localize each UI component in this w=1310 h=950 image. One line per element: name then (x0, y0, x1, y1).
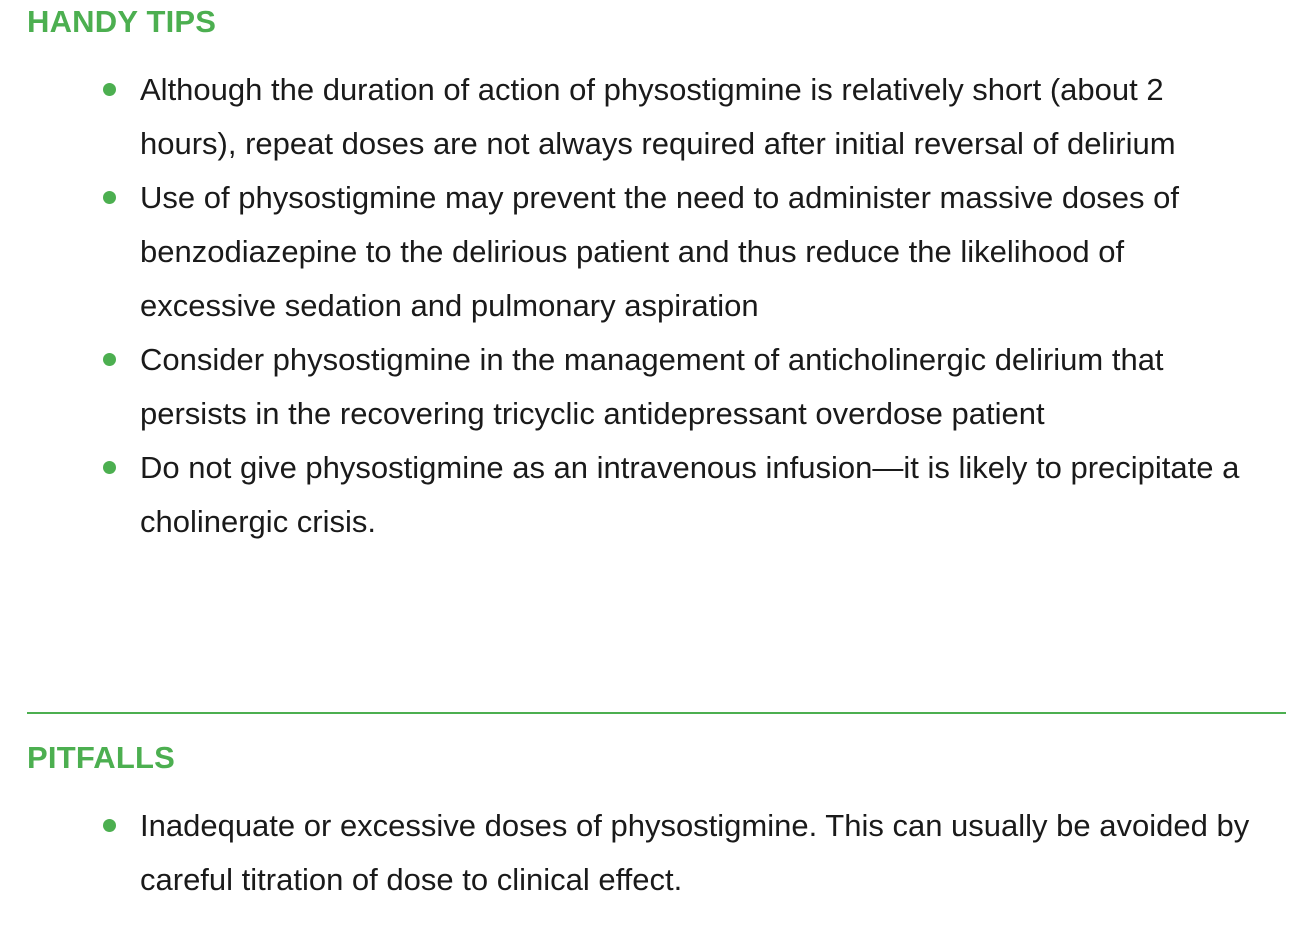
list-item-text: Consider physostigmine in the management of anticholinergic delirium that persists in the recovering tricyclic antidepressant overdose patient (140, 342, 1164, 431)
handy-tips-heading: HANDY TIPS (27, 4, 217, 39)
list-item (27, 63, 1250, 171)
list-item (27, 799, 1250, 907)
bullet-icon (103, 83, 116, 96)
section-divider (27, 712, 1286, 714)
list-item (27, 171, 1250, 333)
pitfalls-list (27, 799, 1286, 907)
pitfalls-heading: PITFALLS (27, 740, 175, 775)
handy-tips-list (27, 63, 1286, 549)
list-item-text: Use of physostigmine may prevent the need to administer massive doses of benzodiazepine to the delirious patient and thus reduce the likelihood of excessive sedation and pulmonary aspiration (140, 180, 1180, 323)
bullet-icon (103, 461, 116, 474)
list-item (27, 333, 1250, 441)
bullet-icon (103, 353, 116, 366)
list-item-text: Inadequate or excessive doses of physostigmine. This can usually be avoided by careful titration of dose to clinical effect. (140, 808, 1250, 897)
bullet-icon (103, 191, 116, 204)
list-item-text: Do not give physostigmine as an intravenous infusion—it is likely to precipitate a cholinergic crisis. (140, 450, 1240, 539)
list-item-text: Although the duration of action of physostigmine is relatively short (about 2 hours), repeat doses are not always required after initial reversal of delirium (140, 72, 1176, 161)
bullet-icon (103, 819, 116, 832)
list-item (27, 441, 1250, 549)
